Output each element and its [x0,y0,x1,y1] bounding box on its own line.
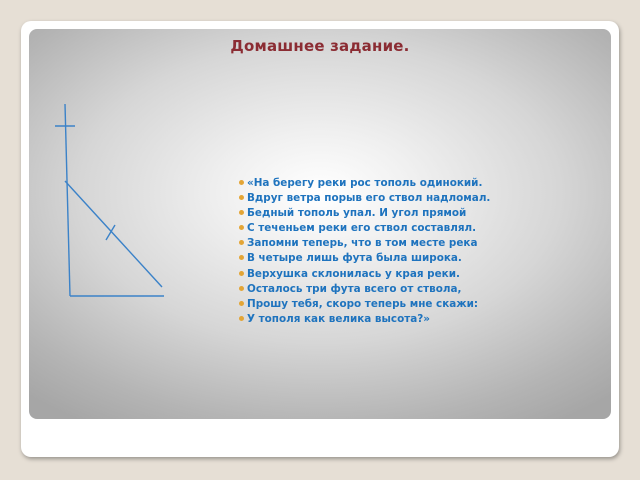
slide-title: Домашнее задание. [230,37,410,55]
poem-line-text: У тополя как велика высота?» [247,312,430,325]
poem-line-text: В четыре лишь фута была широка. [247,252,462,265]
poem-line-text: Вдруг ветра порыв его ствол надломал. [247,192,491,205]
poem-line [241,236,490,251]
bullet-icon [239,195,244,200]
poem-line [241,297,490,312]
poem-line-text: Осталось три фута всего от ствола, [247,282,462,295]
poem-line-text: С теченьем реки его ствол составлял. [247,222,477,235]
poem-line-text: Запомни теперь, что в том месте река [247,237,478,250]
bullet-icon [239,301,244,306]
poem-line [241,282,490,297]
poem-bullet-list [241,176,490,327]
bullet-icon [239,180,244,185]
trunk-line [65,104,70,296]
poem-line [241,206,490,221]
poem-line [241,176,490,191]
bullet-icon [239,210,244,215]
poem-line-text: «На берегу реки рос тополь одинокий. [247,177,483,189]
slide-content [29,29,611,419]
bullet-icon [239,255,244,260]
poem-line-text: Верхушка склонилась у края реки. [247,267,460,280]
bullet-icon [239,271,244,276]
poem-line [241,251,490,266]
poem-line-text: Прошу тебя, скоро теперь мне скажи: [247,297,479,310]
bullet-icon [239,316,244,321]
broken-top-line [65,181,162,287]
bullet-icon [239,225,244,230]
poem-line [241,312,490,327]
poem-line [241,267,490,282]
poem-line [241,191,490,206]
poem-line-text: Бедный тополь упал. И угол прямой [247,207,467,220]
bullet-icon [239,240,244,245]
poem-line [241,221,490,236]
bullet-icon [239,286,244,291]
